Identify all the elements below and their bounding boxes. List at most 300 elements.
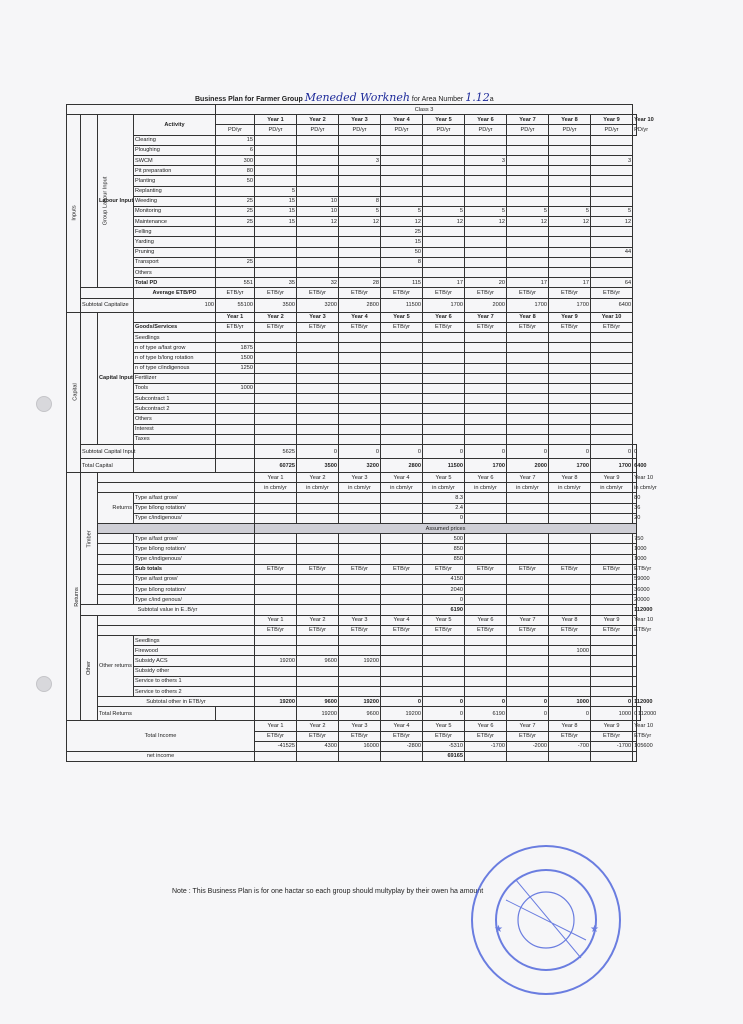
value-cell: 3 <box>339 155 381 165</box>
value-cell <box>591 332 633 342</box>
value-cell: 0 <box>465 697 507 707</box>
year-header: Year 7 <box>465 312 507 322</box>
year-header: Year 9 <box>591 115 633 125</box>
unit-cell: ETB/yr <box>507 564 549 574</box>
timber-subtotal-row <box>67 574 641 584</box>
value-cell <box>507 373 549 383</box>
value-cell <box>591 646 633 656</box>
table-cell <box>98 595 134 605</box>
value-cell: 15 <box>255 206 297 216</box>
total-returns-row <box>67 707 641 721</box>
year-header: Year 10 <box>633 473 637 483</box>
value-cell <box>423 373 465 383</box>
value-cell <box>507 554 549 564</box>
value-cell <box>339 394 381 404</box>
value-cell <box>465 166 507 176</box>
value-cell <box>465 544 507 554</box>
activity-label: Weeding <box>134 196 216 206</box>
value-cell <box>339 404 381 414</box>
value-cell <box>423 636 465 646</box>
unit-cell: PD/yr <box>297 125 339 135</box>
timber-subtotal-row <box>67 595 641 605</box>
value-cell: 5625 <box>255 445 297 459</box>
value-cell: 0 <box>633 445 637 459</box>
value-cell: 3200 <box>339 459 381 473</box>
value-cell <box>549 237 591 247</box>
value-cell <box>549 636 591 646</box>
value-cell: 9600 <box>297 656 339 666</box>
value-cell <box>591 373 633 383</box>
value-cell: 25 <box>216 196 255 206</box>
capital-header-row <box>67 312 641 322</box>
value-cell <box>339 414 381 424</box>
value-cell <box>591 434 633 444</box>
value-cell: 5 <box>549 206 591 216</box>
value-cell <box>507 383 549 393</box>
value-cell: 0 <box>507 445 549 459</box>
value-cell <box>549 383 591 393</box>
value-cell: 8 <box>381 257 423 267</box>
unit-cell: PD/yr <box>381 125 423 135</box>
value-cell <box>255 135 297 145</box>
labour-row <box>67 237 641 247</box>
capital-section-label: Capital <box>67 312 81 472</box>
value-cell <box>507 646 549 656</box>
timber-volume-row <box>67 513 641 523</box>
value-cell <box>465 394 507 404</box>
value-cell <box>591 176 633 186</box>
value-cell: 0 <box>633 707 637 721</box>
value-cell <box>297 534 339 544</box>
value-cell: 15 <box>216 135 255 145</box>
value-cell: 6190 <box>423 605 465 615</box>
value-cell <box>591 227 633 237</box>
value-cell <box>591 394 633 404</box>
value-cell <box>507 404 549 414</box>
value-cell: 12 <box>423 217 465 227</box>
value-cell: 1700 <box>507 298 549 312</box>
value-cell: 0 <box>423 707 465 721</box>
year-header: Year 2 <box>297 115 339 125</box>
value-cell: 8 <box>339 196 381 206</box>
value-cell <box>339 595 381 605</box>
value-cell: 20 <box>465 278 507 288</box>
value-cell <box>255 155 297 165</box>
value-cell: 0 <box>465 445 507 459</box>
value-cell <box>255 646 297 656</box>
value-cell <box>591 424 633 434</box>
value-cell <box>297 544 339 554</box>
class-row <box>67 105 641 115</box>
value-cell <box>255 343 297 353</box>
timber-returns-label: Returns <box>98 493 134 524</box>
value-cell <box>591 503 633 513</box>
timber-type-label: Type c/ind genous/ <box>134 595 255 605</box>
value-cell <box>423 646 465 656</box>
value-cell: 36 <box>633 503 637 513</box>
value-cell <box>297 493 339 503</box>
value-cell <box>549 145 591 155</box>
value-cell <box>507 605 549 615</box>
value-cell: 60725 <box>255 459 297 473</box>
value-cell <box>339 493 381 503</box>
value-cell <box>549 155 591 165</box>
capital-input-label: Capital Input <box>98 312 134 444</box>
value-cell <box>465 646 507 656</box>
value-cell: 17 <box>423 278 465 288</box>
value-cell <box>297 574 339 584</box>
value-cell <box>297 186 339 196</box>
value-cell <box>423 686 465 696</box>
value-cell: 1000 <box>549 697 591 707</box>
table-cell <box>134 445 216 459</box>
value-cell <box>255 383 297 393</box>
table-cell <box>216 445 255 459</box>
value-cell <box>381 636 423 646</box>
table-cell <box>98 483 255 493</box>
value-cell <box>591 636 633 646</box>
value-cell <box>507 394 549 404</box>
unit-cell: ETB/yr <box>297 322 339 332</box>
activity-label: Replanting <box>134 186 216 196</box>
subtotals-header-row <box>67 564 641 574</box>
timber-type-label: Type b/long rotation/ <box>134 503 255 513</box>
value-cell <box>381 605 423 615</box>
subtotals-label: Sub totals <box>134 564 255 574</box>
table-cell <box>98 544 134 554</box>
labour-subtotal-label: Subtotal Capitalize <box>81 298 134 312</box>
price-row <box>67 554 641 564</box>
value-cell <box>591 186 633 196</box>
value-cell <box>216 414 255 424</box>
value-cell <box>549 605 591 615</box>
value-cell: -5310 <box>423 741 465 751</box>
table-cell <box>81 288 134 298</box>
year-header: Year 1 <box>255 473 297 483</box>
value-cell <box>255 636 297 646</box>
unit-cell: ETB/yr <box>591 564 633 574</box>
value-cell <box>255 166 297 176</box>
value-cell <box>381 135 423 145</box>
value-cell <box>339 145 381 155</box>
other-item-label: Subsidy other <box>134 666 255 676</box>
year-header: Year 7 <box>507 473 549 483</box>
year-header: Year 5 <box>423 473 465 483</box>
labour-row <box>67 166 641 176</box>
value-cell <box>339 332 381 342</box>
value-cell: 6 <box>216 145 255 155</box>
value-cell: 1000 <box>549 646 591 656</box>
avg-label: Average ETB/PD <box>134 288 216 298</box>
value-cell <box>255 404 297 414</box>
value-cell <box>297 237 339 247</box>
value-cell <box>507 186 549 196</box>
unit-cell: PD/yr <box>216 125 255 135</box>
table-cell <box>98 523 255 533</box>
unit-cell: ETB/yr <box>507 731 549 741</box>
value-cell: 17 <box>507 278 549 288</box>
value-cell: 20 <box>633 513 637 523</box>
value-cell: 55100 <box>216 298 255 312</box>
timber-type-label: Type a/fast grow/ <box>134 534 255 544</box>
value-cell <box>339 676 381 686</box>
title-prefix: Business Plan for Farmer Group <box>195 96 303 103</box>
year-header: Year 4 <box>339 312 381 322</box>
value-cell <box>591 534 633 544</box>
activity-label: Felling <box>134 227 216 237</box>
value-cell: 1700 <box>549 298 591 312</box>
labour-row <box>67 176 641 186</box>
value-cell <box>591 257 633 267</box>
year-header: Year 6 <box>465 473 507 483</box>
value-cell <box>216 434 255 444</box>
value-cell: 112000 <box>637 707 641 721</box>
value-cell: 12 <box>339 217 381 227</box>
value-cell: -41525 <box>255 741 297 751</box>
value-cell <box>297 227 339 237</box>
goods-header: Goods/Services <box>134 322 216 332</box>
value-cell <box>339 353 381 363</box>
value-cell <box>465 196 507 206</box>
value-cell: 2800 <box>339 298 381 312</box>
value-cell <box>216 424 255 434</box>
other-subtotal-row <box>67 697 641 707</box>
unit-cell: ETB/yr <box>423 731 465 741</box>
year-header: Year 2 <box>297 721 339 731</box>
unit-cell: ETB/yr <box>423 322 465 332</box>
labour-row <box>67 217 641 227</box>
value-cell: 100 <box>134 298 216 312</box>
value-cell <box>216 186 255 196</box>
unit-cell: PD/yr <box>339 125 381 135</box>
value-cell <box>297 554 339 564</box>
value-cell <box>381 503 423 513</box>
value-cell <box>549 196 591 206</box>
value-cell: 0 <box>423 697 465 707</box>
value-cell <box>591 343 633 353</box>
value-cell: 3 <box>591 155 633 165</box>
price-row <box>67 544 641 554</box>
labour-row <box>67 196 641 206</box>
value-cell <box>465 424 507 434</box>
other-subtotal-label: Subtotal other in ETB/yr <box>98 697 255 707</box>
unit-cell: ETB/yr <box>549 288 591 298</box>
value-cell <box>549 166 591 176</box>
value-cell <box>381 493 423 503</box>
labour-row <box>67 227 641 237</box>
unit-cell: ETB/yr <box>339 288 381 298</box>
value-cell: 44 <box>591 247 633 257</box>
value-cell: 10 <box>297 196 339 206</box>
year-header: Year 4 <box>381 721 423 731</box>
value-cell <box>297 268 339 278</box>
other-header-row <box>67 615 641 625</box>
timber-type-label: Type b/long rotation/ <box>134 544 255 554</box>
value-cell: -2800 <box>381 741 423 751</box>
value-cell <box>465 686 507 696</box>
value-cell <box>255 247 297 257</box>
value-cell <box>465 751 507 761</box>
timber-type-label: Type a/fast grow/ <box>134 574 255 584</box>
value-cell <box>591 585 633 595</box>
value-cell <box>423 237 465 247</box>
total-returns-label: Total Returns <box>98 707 216 721</box>
value-cell <box>297 373 339 383</box>
year-header: Year 1 <box>255 615 297 625</box>
value-cell <box>465 585 507 595</box>
value-cell <box>507 155 549 165</box>
value-cell <box>507 595 549 605</box>
value-cell <box>465 268 507 278</box>
year-header: Year 3 <box>297 312 339 322</box>
value-cell <box>297 424 339 434</box>
value-cell: 8.3 <box>423 493 465 503</box>
table-cell <box>98 615 255 625</box>
value-cell <box>339 343 381 353</box>
value-cell <box>297 166 339 176</box>
value-cell <box>381 656 423 666</box>
value-cell <box>465 247 507 257</box>
value-cell: 1875 <box>216 343 255 353</box>
value-cell <box>549 666 591 676</box>
unit-cell: ETB/yr <box>507 625 549 635</box>
value-cell <box>591 404 633 414</box>
table-cell <box>98 473 255 483</box>
year-header: Year 3 <box>339 115 381 125</box>
value-cell: 0 <box>591 697 633 707</box>
value-cell <box>339 237 381 247</box>
value-cell <box>549 363 591 373</box>
value-cell <box>423 176 465 186</box>
value-cell <box>297 145 339 155</box>
value-cell <box>549 257 591 267</box>
value-cell <box>465 503 507 513</box>
year-header: Year 10 <box>633 615 637 625</box>
value-cell <box>591 237 633 247</box>
other-row <box>67 666 641 676</box>
value-cell: 12 <box>591 217 633 227</box>
value-cell <box>507 513 549 523</box>
value-cell <box>255 434 297 444</box>
unit-cell: ETB/yr <box>633 625 637 635</box>
unit-cell: PD/yr <box>465 125 507 135</box>
unit-cell: ETB/yr <box>339 322 381 332</box>
value-cell: 0 <box>381 445 423 459</box>
value-cell <box>339 585 381 595</box>
unit-cell: ETB/yr <box>465 322 507 332</box>
value-cell <box>549 686 591 696</box>
labour-row <box>67 268 641 278</box>
year-header: Year 9 <box>549 312 591 322</box>
value-cell <box>549 394 591 404</box>
capital-unit-row <box>67 322 641 332</box>
returns-section-label: Returns <box>67 473 81 721</box>
value-cell: 2.4 <box>423 503 465 513</box>
value-cell <box>549 227 591 237</box>
unit-cell: ETB/yr <box>633 731 637 741</box>
value-cell <box>339 186 381 196</box>
value-cell <box>255 424 297 434</box>
value-cell <box>465 636 507 646</box>
value-cell <box>465 176 507 186</box>
value-cell <box>423 676 465 686</box>
value-cell <box>549 268 591 278</box>
value-cell <box>465 343 507 353</box>
value-cell <box>465 353 507 363</box>
value-cell <box>549 414 591 424</box>
value-cell: 50 <box>216 176 255 186</box>
value-cell <box>423 257 465 267</box>
unit-cell: ETB/yr <box>255 564 297 574</box>
value-cell <box>216 394 255 404</box>
value-cell: 0 <box>297 445 339 459</box>
value-cell: 2040 <box>423 585 465 595</box>
value-cell <box>255 544 297 554</box>
value-cell <box>465 534 507 544</box>
value-cell <box>507 534 549 544</box>
year-header: Year 4 <box>381 615 423 625</box>
goods-label: Fertilizer <box>134 373 216 383</box>
value-cell <box>507 636 549 646</box>
value-cell: 1700 <box>591 459 633 473</box>
value-cell <box>591 666 633 676</box>
unit-cell: in cbm/yr <box>465 483 507 493</box>
capital-row <box>67 363 641 373</box>
value-cell <box>339 135 381 145</box>
value-cell <box>591 544 633 554</box>
unit-cell: in cbm/yr <box>591 483 633 493</box>
unit-cell: PD/yr <box>633 125 637 135</box>
value-cell <box>591 493 633 503</box>
year-header: Year 1 <box>255 721 297 731</box>
value-cell <box>339 257 381 267</box>
value-cell <box>255 605 297 615</box>
value-cell <box>423 227 465 237</box>
value-cell <box>423 656 465 666</box>
value-cell <box>423 434 465 444</box>
timber-volume-row <box>67 493 641 503</box>
value-cell <box>633 636 637 646</box>
other-row <box>67 676 641 686</box>
value-cell <box>423 383 465 393</box>
value-cell: 551 <box>216 278 255 288</box>
goods-label: Subcontract 2 <box>134 404 216 414</box>
activity-label: SWCM <box>134 155 216 165</box>
value-cell <box>549 676 591 686</box>
value-cell: 80 <box>633 493 637 503</box>
unit-cell: ETB/yr <box>381 564 423 574</box>
value-cell <box>255 353 297 363</box>
value-cell <box>339 636 381 646</box>
value-cell <box>507 751 549 761</box>
year-header: Year 1 <box>216 312 255 322</box>
value-cell: 1500 <box>216 353 255 363</box>
value-cell <box>423 145 465 155</box>
other-row <box>67 686 641 696</box>
activity-label: Others <box>134 268 216 278</box>
value-cell <box>507 353 549 363</box>
year-header: Year 7 <box>507 115 549 125</box>
unit-cell: ETB/yr <box>465 564 507 574</box>
unit-cell: ETB/yr <box>507 288 549 298</box>
unit-cell: PD/yr <box>507 125 549 135</box>
value-cell: 300 <box>216 155 255 165</box>
value-cell <box>591 605 633 615</box>
value-cell <box>297 383 339 393</box>
value-cell <box>297 686 339 696</box>
group-labour-label: Group Labour Input <box>81 115 98 288</box>
table-cell <box>134 312 216 322</box>
